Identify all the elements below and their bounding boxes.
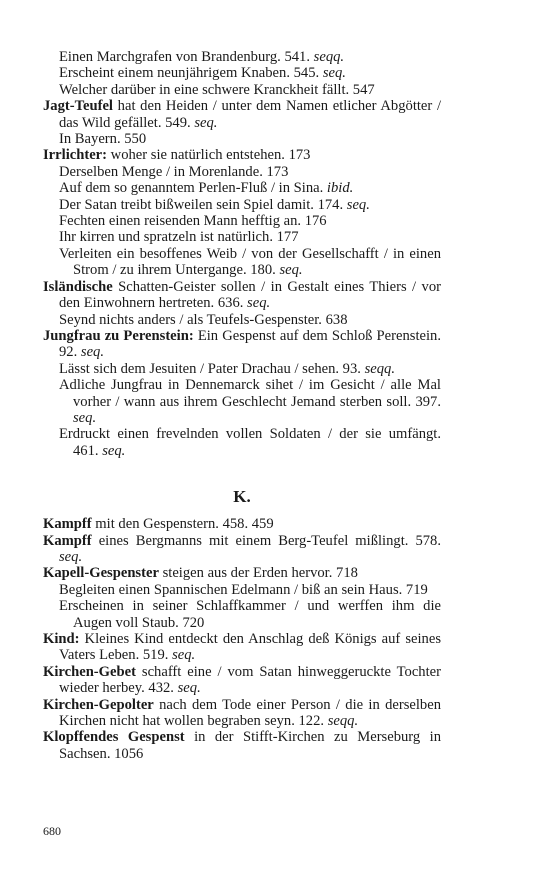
entry-headword: Kampff bbox=[43, 532, 92, 549]
entry-reference-abbrev: seq. bbox=[172, 647, 196, 664]
entry-text: Der Satan treibt bißweilen sein Spiel damit. 174. bbox=[59, 196, 347, 213]
entry-text: mit den Gespenstern. 458. 459 bbox=[91, 516, 274, 533]
index-subentry bbox=[43, 229, 441, 245]
entry-text: in der Stifft-Kirchen zu Merseburg in Sachsen. 1056 bbox=[59, 729, 442, 762]
index-entry bbox=[43, 631, 441, 664]
entry-reference-abbrev: seq. bbox=[59, 548, 83, 565]
index-subentry bbox=[43, 164, 441, 180]
index-subentry bbox=[43, 82, 441, 98]
entry-headword: Jagt-Teufel bbox=[43, 98, 113, 115]
entry-text: In Bayern. 550 bbox=[59, 131, 147, 148]
entry-text: Einen Marchgrafen von Brandenburg. 541. bbox=[59, 49, 314, 65]
index-entry bbox=[43, 279, 441, 312]
entry-text: Ihr kirren und spratzeln ist natürlich. 177 bbox=[59, 229, 299, 246]
index-entry bbox=[43, 328, 441, 361]
entry-text: Erdruckt einen frevelnden vollen Soldaten / der sie umfängt. 461. bbox=[59, 426, 441, 459]
entry-headword: Jungfrau zu Perenstein: bbox=[43, 327, 194, 344]
entry-text: Erscheinen in seiner Schlaffkammer / und werffen ihm die Augen voll Staub. 720 bbox=[59, 598, 441, 631]
entry-reference-abbrev: seq. bbox=[80, 344, 104, 361]
entry-headword: Kirchen-Gebet bbox=[43, 663, 136, 680]
index-subentry bbox=[43, 49, 441, 65]
index-subentry bbox=[43, 180, 441, 196]
section-letter-heading: K. bbox=[233, 487, 251, 507]
entry-reference-abbrev: seq. bbox=[346, 196, 370, 213]
index-subentry bbox=[43, 426, 441, 459]
index-subentry bbox=[43, 213, 441, 229]
entry-text: Fechten einen reisenden Mann hefftig an. 176 bbox=[59, 213, 327, 230]
entry-text: Kleines Kind entdeckt den Anschlag deß Königs auf seines Vaters Leben. 519. bbox=[59, 631, 441, 664]
index-entry bbox=[43, 98, 441, 131]
index-subentry bbox=[43, 65, 441, 81]
entry-text: nach dem Tode einer Person / die in derselben Kirchen nicht hat wollen begraben seyn. 122. bbox=[59, 696, 441, 730]
entry-text: Welcher darüber in eine schwere Kranckheit fällt. 547 bbox=[59, 81, 375, 98]
entry-reference-abbrev: seq. bbox=[194, 114, 218, 131]
entry-text: Ein Gespenst auf dem Schloß Perenstein. 92. bbox=[59, 327, 441, 361]
index-entry bbox=[43, 533, 441, 566]
entry-reference-abbrev: seqq. bbox=[364, 360, 395, 377]
entry-headword: Kapell-Gespenster bbox=[43, 565, 159, 582]
entry-text: woher sie natürlich entstehen. 173 bbox=[107, 147, 311, 164]
entry-text: Verleiten ein besoffenes Weib / von der Gesellschafft / in einen Strom / zu ihrem Untergange. 180. bbox=[59, 245, 441, 279]
entry-text: Derselben Menge / in Morenlande. 173 bbox=[59, 163, 289, 180]
entry-headword: Klopffendes Gespenst bbox=[43, 729, 185, 746]
entry-headword: Kampff bbox=[43, 516, 92, 533]
entry-headword: Irrlichter: bbox=[43, 147, 108, 164]
entry-headword: Kind: bbox=[43, 631, 80, 647]
entry-reference-abbrev: seqq. bbox=[327, 713, 359, 730]
index-entry bbox=[43, 697, 441, 730]
page-number: 680 bbox=[43, 824, 61, 838]
entry-reference-abbrev: seq. bbox=[322, 65, 346, 82]
index-entry bbox=[43, 565, 441, 581]
entry-text: steigen aus der Erden hervor. 718 bbox=[158, 565, 358, 582]
entry-reference-abbrev: seq. bbox=[73, 409, 97, 426]
entry-reference-abbrev: seqq. bbox=[313, 49, 345, 65]
index-entry bbox=[43, 147, 441, 163]
entry-reference-abbrev: seq. bbox=[177, 680, 201, 697]
entry-text: Adliche Jungfrau in Dennemarck sihet / im Gesicht / alle Mal vorher / wann aus ihrem Geschlecht Jemand sterben soll. 397. bbox=[59, 377, 441, 410]
entry-text: schafft eine / vom Satan hinweggeruckte Tochter wieder herbey. 432. bbox=[59, 663, 441, 697]
entry-headword: Kirchen-Gepolter bbox=[43, 696, 154, 713]
entry-reference-abbrev: seq. bbox=[247, 295, 271, 312]
entry-text: eines Bergmanns mit einem Berg-Teufel mißlingt. 578. bbox=[91, 532, 441, 549]
index-subentry bbox=[43, 197, 441, 213]
entry-text: Erscheint einem neunjährigem Knaben. 545. bbox=[59, 65, 323, 82]
index-subentry bbox=[43, 598, 441, 631]
index-entry bbox=[43, 729, 441, 762]
entry-reference-abbrev: ibid. bbox=[326, 180, 354, 197]
index-subentry bbox=[43, 131, 441, 147]
index-block-k bbox=[43, 516, 441, 762]
entry-text: Seynd nichts anders / als Teufels-Gespenster. 638 bbox=[59, 311, 348, 328]
index-subentry bbox=[43, 377, 441, 426]
entry-text: hat den Heiden / unter dem Namen etlicher Abgötter / das Wild gefället. 549. bbox=[59, 98, 441, 131]
index-page bbox=[43, 49, 441, 762]
index-subentry bbox=[43, 582, 441, 598]
entry-text: Auf dem so genanntem Perlen-Fluß / in Sina. bbox=[59, 180, 327, 197]
entry-text: Lässt sich dem Jesuiten / Pater Drachau / sehen. 93. bbox=[59, 360, 365, 377]
index-subentry bbox=[43, 246, 441, 279]
index-block-j bbox=[43, 49, 441, 459]
entry-text: Schatten-Geister sollen / in Gestalt eines Thiers / vor den Einwohnern hertreten. 636. bbox=[59, 278, 441, 312]
index-subentry bbox=[43, 312, 441, 328]
entry-headword: Isländische bbox=[43, 278, 113, 295]
index-entry bbox=[43, 516, 441, 532]
index-entry bbox=[43, 664, 441, 697]
entry-text: Begleiten einen Spannischen Edelmann / biß an sein Haus. 719 bbox=[59, 581, 428, 598]
entry-reference-abbrev: seq. bbox=[279, 262, 303, 279]
entry-reference-abbrev: seq. bbox=[102, 442, 126, 459]
index-subentry bbox=[43, 361, 441, 377]
